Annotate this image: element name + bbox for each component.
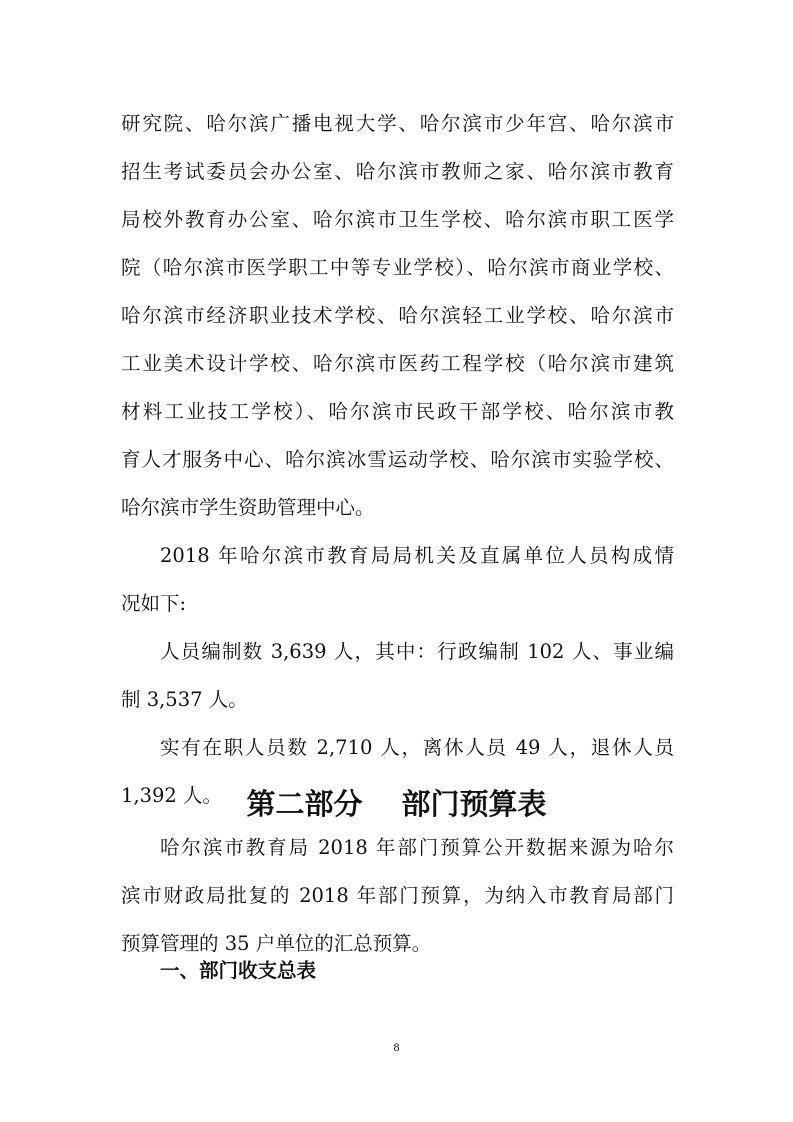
body-text-line: 院（哈尔滨市医学职工中等专业学校）、哈尔滨市商业学校、 [121, 256, 674, 279]
body-text-line: 工业美术设计学校、哈尔滨市医药工程学校（哈尔滨市建筑 [121, 352, 674, 375]
body-text-line: 育人才服务中心、哈尔滨冰雪运动学校、哈尔滨市实验学校、 [121, 448, 674, 471]
part-two-paragraph-line: 预算管理的 35 户单位的汇总预算。 [121, 932, 432, 955]
body-text-line: 研究院、哈尔滨广播电视大学、哈尔滨市少年宫、哈尔滨市 [121, 112, 674, 135]
actual-staff-line: 实有在职人员数 2,710 人，离休人员 49 人，退休人员 [160, 736, 674, 759]
staff-summary-line: 2018 年哈尔滨市教育局局机关及直属单位人员构成情 [160, 544, 674, 567]
part-two-paragraph-line: 哈尔滨市教育局 2018 年部门预算公开数据来源为哈尔 [160, 836, 674, 859]
body-text-line: 材料工业技工学校）、哈尔滨市民政干部学校、哈尔滨市教 [121, 400, 674, 423]
body-text-line: 局校外教育办公室、哈尔滨市卫生学校、哈尔滨市职工医学 [121, 208, 674, 231]
staffing-line: 制 3,537 人。 [121, 688, 248, 711]
staff-summary-line: 况如下: [121, 592, 187, 615]
page-number: 8 [393, 1040, 400, 1054]
actual-staff-line: 1,392 人。 [121, 784, 223, 807]
staffing-line: 人员编制数 3,639 人，其中：行政编制 102 人、事业编 [160, 640, 674, 663]
body-text-line: 哈尔滨市学生资助管理中心。 [121, 496, 375, 519]
body-text-line: 招生考试委员会办公室、哈尔滨市教师之家、哈尔滨市教育 [121, 160, 674, 183]
body-text-line: 哈尔滨市经济职业技术学校、哈尔滨轻工业学校、哈尔滨市 [121, 304, 674, 327]
section-one-heading: 一、部门收支总表 [160, 959, 317, 982]
part-two-heading: 第二部分 部门预算表 [246, 787, 547, 821]
part-two-paragraph-line: 滨市财政局批复的 2018 年部门预算，为纳入市教育局部门 [121, 884, 674, 907]
